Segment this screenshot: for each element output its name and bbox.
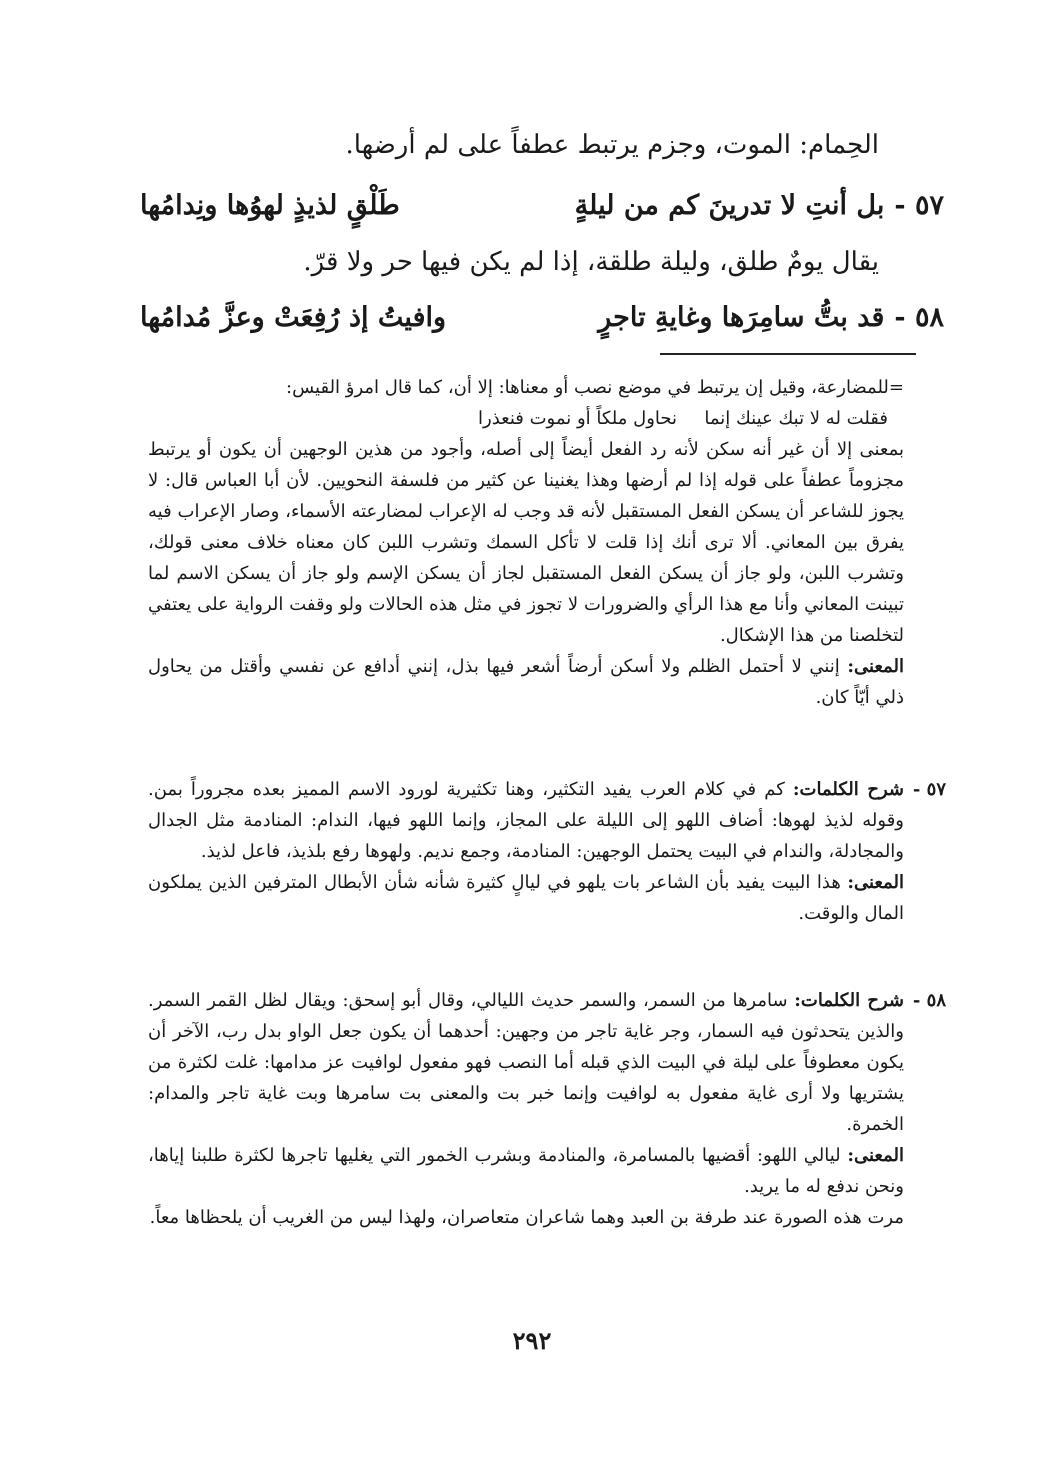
footnote-closing: مرت هذه الصورة عند طرفة بن العبد وهما شاعران متعاصران، ولهذا ليس من الغريب أن يلحظاها معاً. bbox=[149, 1207, 904, 1228]
meaning-label-57: المعنى: bbox=[847, 872, 904, 893]
verse-57-second-hemistich: طَلْقٍ لذيذٍ لهوُها ونِدامُها bbox=[140, 190, 400, 221]
quoted-verse-imru-al-qays bbox=[148, 403, 904, 434]
main-text-line-1: الحِمام: الموت، وجزم يرتبط عطفاً على لم أرضها. bbox=[345, 130, 879, 160]
footnote-57-number: ٥٧ - bbox=[912, 779, 946, 800]
footnote-divider bbox=[660, 353, 916, 355]
footnote-58-meaning bbox=[148, 1140, 904, 1202]
verse-58-number: ٥٨ - bbox=[894, 302, 944, 333]
footnote-meaning-56 bbox=[148, 651, 904, 713]
words-label-58: شرح الكلمات: bbox=[794, 990, 904, 1011]
verse-57 bbox=[140, 185, 944, 227]
meaning-56-text: إنني لا أحتمل الظلم ولا أسكن أرضاً أشعر فيها بذل، إنني أدافع عن نفسي وأقتل من يحاول ذلي أيّاً كان. bbox=[148, 656, 904, 708]
meaning-58-text: ليالي اللهو: أقضيها بالمسامرة، والمنادمة وبشرب الخمور التي يغليها تاجرها لكثرة طلبنا إياها، ونحن ندفع له ما يريد. bbox=[148, 1145, 904, 1197]
verse-58 bbox=[140, 297, 944, 339]
footnote-58-words bbox=[148, 985, 904, 1140]
meaning-label-58: المعنى: bbox=[847, 1145, 904, 1166]
footnote-58-number: ٥٨ - bbox=[912, 990, 946, 1011]
footnotes-block bbox=[148, 372, 904, 713]
footnote-continuation: =للمضارعة، وقيل إن يرتبط في موضع نصب أو معناها: إلا أن، كما قال امرؤ القيس: bbox=[286, 377, 904, 398]
words-57-text: كم في كلام العرب يفيد التكثير، وهنا تكثيرية لورود الاسم المميز بعده مجروراً بمن. وقوله لذيذ لهوها: أضاف اللهو إلى الليلة على المجاز، وإنما اللهو فيها، الندام: المنادمة مثل الجدال والمجادلة، والندام في البيت يحتمل الوجهين: المنادمة، وجمع نديم. ولهوها رفع بلذيذ، فاعل لذيذ. bbox=[148, 779, 904, 862]
footnote-58 bbox=[148, 985, 946, 1233]
quoted-verse-hemi1: فقلت له لا تبك عينك إنما bbox=[704, 408, 888, 429]
footnote-grammar-discussion: بمعنى إلا أن غير أنه سكن لأنه رد الفعل أيضاً إلى أصله، وأجود من هذين الوجهين أن يكون أو يرتبط مجزوماً عطفاً على قوله إذا لم أرضها وهذا يغنينا عن كثير من فلسفة النحويين. لأن أبا العباس قال: لا يجوز للشاعر أن يسكن الفعل المستقبل لأنه قد وجب له الإعراب لمضارعته الأسماء، وصار الإعراب فيه يفرق بين المعاني. ألا ترى أنك إذا قلت لا تأكل السمك وتشرب اللبن كان معناه خلاف معنى قولك، وتشرب اللبن، ولو جاز أن يسكن الفعل المستقبل لجاز أن يسكن الإسم ولو جاز أن يسكن الاسم لما تبينت المعاني وأنا مع هذا الرأي والضرورات لا تجوز في مثل هذه الحالات ولو وقفت الرواية على يعتفي لتخلصنا من هذا الإشكال. bbox=[148, 439, 904, 646]
verse-57-hemi1-text: بل أنتِ لا تدرينَ كم من ليلةٍ bbox=[574, 190, 885, 221]
meaning-57-text: هذا البيت يفيد بأن الشاعر بات يلهو في ليالٍ كثيرة شأنه شأن الأبطال المترفين الذين يملكون المال والوقت. bbox=[148, 872, 904, 924]
page-number: ٢٩٢ bbox=[512, 1326, 552, 1355]
footnote-57-words bbox=[148, 774, 904, 867]
verse-58-hemi1-text: قد بتُّ سامِرَها وغايةِ تاجرٍ bbox=[598, 302, 885, 333]
quoted-verse-hemi2: نحاول ملكاً أو نموت فنعذرا bbox=[478, 408, 678, 429]
main-text-line-2: يقال يومٌ طلق، وليلة طلقة، إذا لم يكن فيها حر ولا قرّ. bbox=[303, 247, 879, 277]
meaning-label: المعنى: bbox=[847, 656, 904, 677]
verse-57-first-hemistich bbox=[575, 185, 944, 227]
footnote-57-meaning bbox=[148, 867, 904, 929]
verse-58-first-hemistich bbox=[598, 297, 944, 339]
words-label-57: شرح الكلمات: bbox=[792, 779, 904, 800]
footnote-57 bbox=[148, 774, 946, 929]
verse-58-second-hemistich: وافيتُ إذ رُفِعَتْ وعزَّ مُدامُها bbox=[140, 302, 447, 333]
words-58-text: سامرها من السمر، والسمر حديث الليالي، وقال أبو إسحق: ويقال لظل القمر السمر. والذين يتحدثون فيه السمار، وجر غاية تاجر من وجهين: أحدهما أن يكون جعل الواو بدل رب، الآخر أن يكون معطوفاً على ليلة في البيت الذي قبله أما النصب فهو مفعول لوافيت عز مدامها: غلت لكثرة من يشتريها ولا أرى غاية مفعول به لوافيت وإنما خبر بت والمعنى بت سامرها وبت غاية تاجر والمدام: الخمرة. bbox=[148, 990, 904, 1135]
verse-57-number: ٥٧ - bbox=[894, 190, 944, 221]
